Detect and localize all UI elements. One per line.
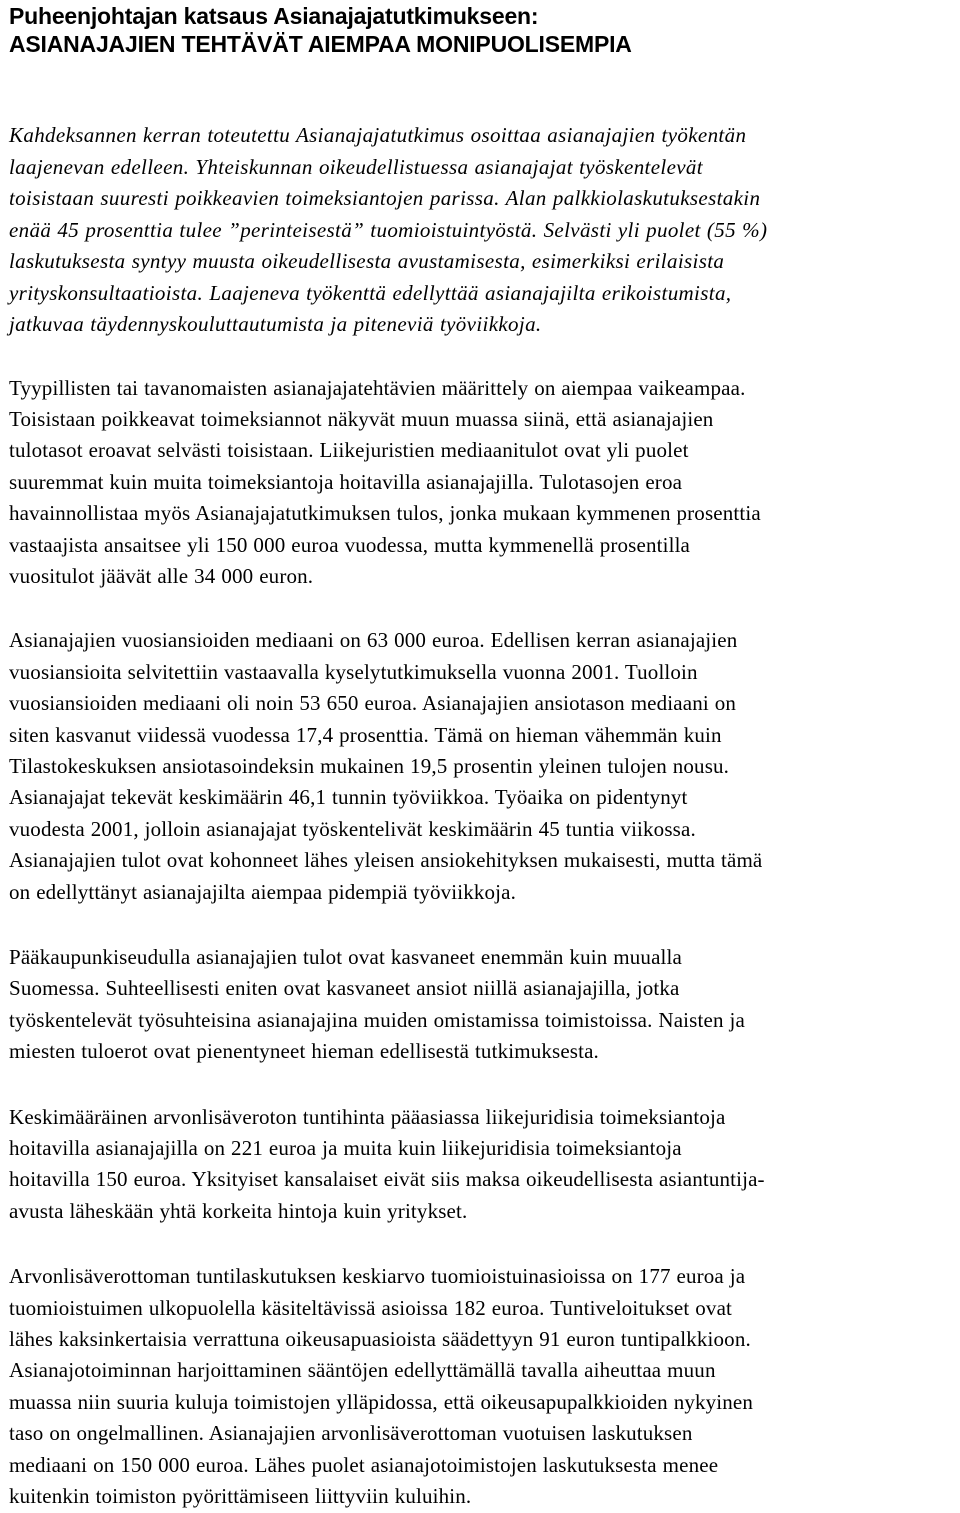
paragraph-line: vuodesta 2001, jolloin asianajajat työskentelivät keskimäärin 45 tuntia viikossa. — [9, 816, 696, 841]
lead-line: yrityskonsultaatioista. Laajeneva työkenttä edellyttää asianajajilta erikoistumista, — [9, 280, 732, 305]
paragraph-line: Asianajotoiminnan harjoittaminen sääntöjen edellyttämällä tavalla aiheuttaa muun — [9, 1358, 716, 1383]
paragraph-line: muassa niin suuria kuluja toimistojen ylläpidossa, että oikeusapupalkkioiden nykyinen — [9, 1389, 754, 1414]
paragraph-line: hoitavilla asianajajilla on 221 euroa ja muita kuin liikejuridisia toimeksiantoja — [9, 1136, 682, 1161]
lead-line: enää 45 prosenttia tulee ”perinteisestä” tuomioistuintyöstä. Selvästi yli puolet (55 %) — [9, 217, 768, 242]
paragraph-line: tulotasot eroavat selvästi toisistaan. Liikejuristien mediaanitulot ovat yli puolet — [9, 438, 689, 463]
page-title — [9, 2, 954, 58]
lead-line: laskutuksesta syntyy muusta oikeudellisesta avustamisesta, esimerkiksi erilaisista — [9, 249, 725, 273]
lead-paragraph — [9, 120, 954, 341]
paragraph-line: miesten tuloerot ovat pienentyneet hieman edellisestä tutkimuksesta. — [9, 1039, 599, 1064]
paragraph-line: vuositulot jäävät alle 34 000 euron. — [9, 563, 314, 588]
paragraph-line: Asianajajien tulot ovat kohonneet lähes yleisen ansiokehityksen mukaisesti, mutta tämä — [9, 848, 763, 873]
paragraph-line: avusta läheskään yhtä korkeita hintoja kuin yritykset. — [9, 1198, 468, 1223]
paragraph-line: työskentelevät työsuhteisina asianajajina muiden omistamissa toimistoissa. Naisten ja — [9, 1007, 745, 1032]
paragraph-line: siten kasvanut viidessä vuodessa 17,4 prosenttia. Tämä on hieman vähemmän kuin — [9, 722, 722, 747]
lead-line: jatkuvaa täydennyskouluttautumista ja piteneviä työviikkoja. — [9, 312, 542, 336]
title-line: ASIANAJAJIEN TEHTÄVÄT AIEMPAA MONIPUOLISEMPIA — [9, 31, 632, 57]
lead-line: Kahdeksannen kerran toteutettu Asianajajatutkimus osoittaa asianajajien työkentän — [9, 123, 747, 147]
paragraph-line: suuremmat kuin muita toimeksiantoja hoitavilla asianajajilla. Tulotasojen eroa — [9, 469, 683, 494]
body-paragraph-capital-region — [9, 942, 954, 1068]
body-paragraph-income-median — [9, 625, 954, 908]
paragraph-line: vastaajista ansaitsee yli 150 000 euroa vuodessa, mutta kymmenellä prosentilla — [9, 532, 691, 557]
paragraph-line: Tyypillisten tai tavanomaisten asianajajatehtävien määrittely on aiempaa vaikeampaa. — [9, 375, 746, 400]
paragraph-line: Toisistaan poikkeavat toimeksiannot näkyvät muun muassa siinä, että asianajajien — [9, 406, 714, 431]
body-paragraph-billing — [9, 1261, 954, 1512]
body-paragraph-hourly-rate — [9, 1102, 954, 1228]
paragraph-line: Tilastokeskuksen ansiotasoindeksin mukainen 19,5 prosentin yleinen tulojen nousu. — [9, 753, 730, 778]
paragraph-line: vuosiansioiden mediaani oli noin 53 650 euroa. Asianajajien ansiotason mediaani on — [9, 691, 737, 716]
paragraph-line: Keskimääräinen arvonlisäveroton tuntihinta pääasiassa liikejuridisia toimeksiantoja — [9, 1104, 726, 1129]
paragraph-line: vuosiansioita selvitettiin vastaavalla kyselytutkimuksella vuonna 2001. Tuolloin — [9, 659, 698, 684]
lead-line: toisistaan suuresti poikkeavien toimeksiantojen parissa. Alan palkkiolaskutuksestakin — [9, 186, 761, 210]
paragraph-line: on edellyttänyt asianajajilta aiempaa pidempiä työviikkoja. — [9, 879, 517, 904]
document-page — [9, 2, 954, 1513]
paragraph-line: hoitavilla 150 euroa. Yksityiset kansalaiset eivät siis maksa oikeudellisesta asiantuntija- — [9, 1167, 765, 1192]
paragraph-line: tuomioistuimen ulkopuolella käsiteltävissä asioissa 182 euroa. Tuntiveloitukset ovat — [9, 1295, 733, 1320]
title-line: Puheenjohtajan katsaus Asianajajatutkimukseen: — [9, 3, 539, 29]
paragraph-line: Asianajajien vuosiansioiden mediaani on 63 000 euroa. Edellisen kerran asianajajien — [9, 628, 738, 653]
lead-line: laajenevan edelleen. Yhteiskunnan oikeudellistuessa asianajajat työskentelevät — [9, 154, 703, 179]
paragraph-line: lähes kaksinkertaisia verrattuna oikeusapuasioista säädettyyn 91 euron tuntipalkkioon. — [9, 1327, 751, 1352]
body-paragraph-task-definition — [9, 373, 954, 593]
paragraph-line: kuitenkin toimiston pyörittämiseen liittyviin kuluihin. — [9, 1484, 472, 1509]
paragraph-line: Asianajajat tekevät keskimäärin 46,1 tunnin työviikkoa. Työaika on pidentynyt — [9, 785, 688, 810]
paragraph-line: taso on ongelmallinen. Asianajajien arvonlisäverottoman vuotuisen laskutuksen — [9, 1421, 693, 1446]
paragraph-line: mediaani on 150 000 euroa. Lähes puolet asianajotoimistojen laskutuksesta menee — [9, 1452, 719, 1477]
paragraph-line: Pääkaupunkiseudulla asianajajien tulot ovat kasvaneet enemmän kuin muualla — [9, 945, 682, 969]
paragraph-line: Suomessa. Suhteellisesti eniten ovat kasvaneet ansiot niillä asianajajilla, jotka — [9, 976, 680, 1001]
paragraph-line: havainnollistaa myös Asianajajatutkimuksen tulos, jonka mukaan kymmenen prosenttia — [9, 501, 761, 526]
paragraph-line: Arvonlisäverottoman tuntilaskutuksen keskiarvo tuomioistuinasioissa on 177 euroa ja — [9, 1264, 746, 1289]
